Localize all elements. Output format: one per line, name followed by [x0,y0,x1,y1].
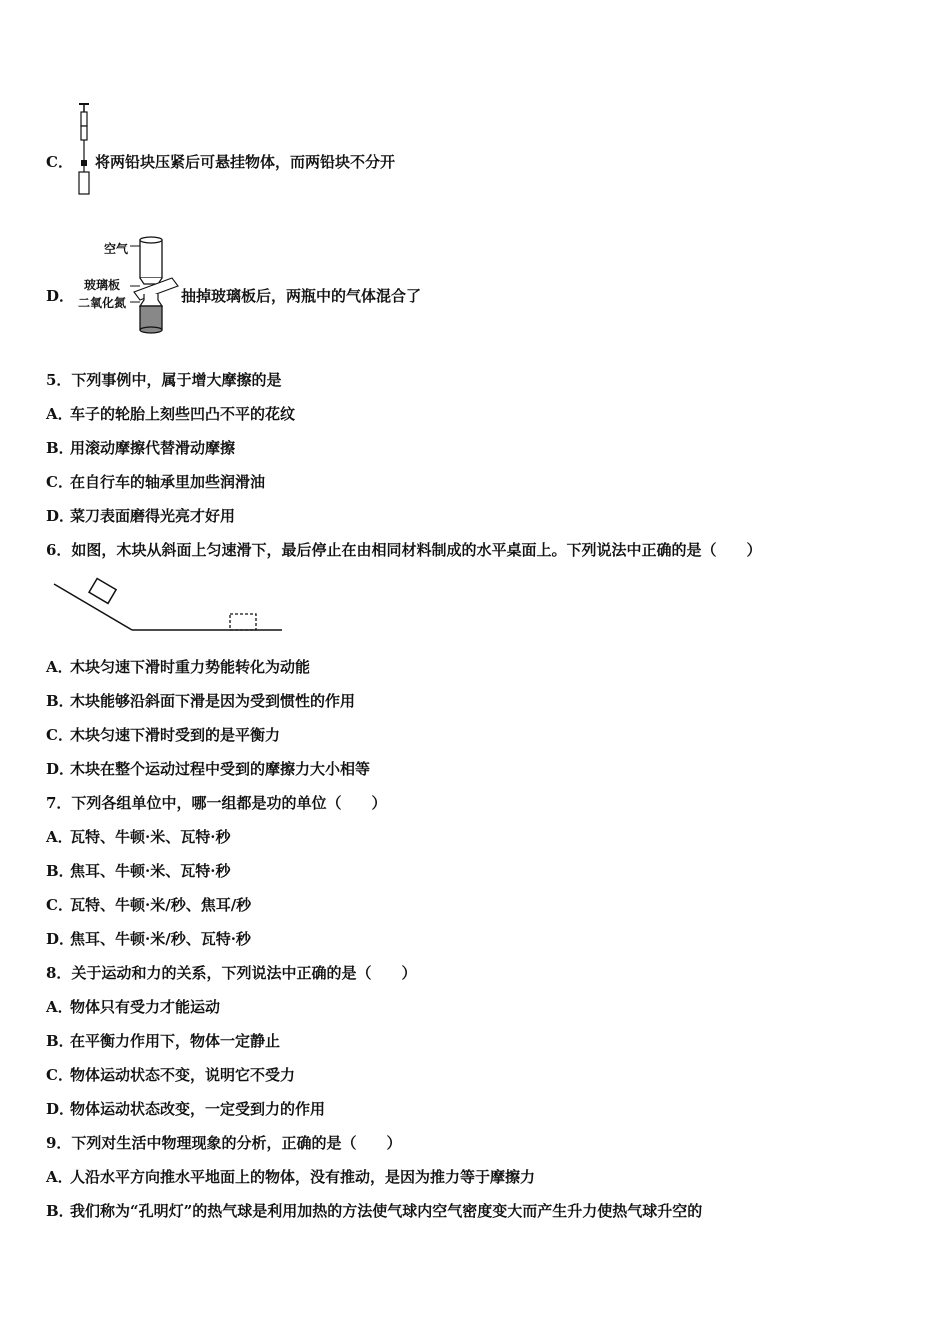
option-text: 人沿水平方向推水平地面上的物体，没有推动，是因为推力等于摩擦力 [70,1168,536,1186]
q7-option-d [46,929,251,949]
option-letter: C． [46,153,73,171]
option-letter: B． [46,1032,74,1050]
q7-option-c [46,895,251,915]
option-letter: D． [46,507,75,525]
option-text: 物体只有受力才能运动 [70,998,221,1016]
q6-option-c [46,725,280,745]
q8-option-d [46,1099,325,1119]
option-letter: D． [46,1100,75,1118]
q9-option-a [46,1167,535,1187]
option-text: 瓦特、牛顿·米、瓦特·秒 [70,828,231,846]
option-letter: B． [46,692,74,710]
q6-stem: 6．如图，木块从斜面上匀速滑下，最后停止在由相同材料制成的水平桌面上。下列说法中正确的是（ ） [46,541,762,559]
option-text: 我们称为“孔明灯”的热气球是利用加热的方法使气球内空气密度变大而产生升力使热气球升空的 [70,1202,703,1220]
option-letter: C． [46,473,73,491]
q9-option-b [46,1201,702,1221]
option-letter: C． [46,896,73,914]
q6-option-d [46,759,370,779]
q8-stem: 8．关于运动和力的关系，下列说法中正确的是（ ） [46,964,417,982]
q5-option-d [46,506,235,526]
option-letter: D． [46,287,75,305]
nitrogen-dioxide-label: 二氧化氮 [78,296,127,310]
option-text: 车子的轮胎上刻些凹凸不平的花纹 [70,405,296,423]
option-letter: A． [46,828,73,846]
option-letter: B． [46,1202,74,1220]
option-text: 焦耳、牛顿·米/秒、瓦特·秒 [70,930,251,948]
option-letter: A． [46,1168,73,1186]
option-text: 木块匀速下滑时重力势能转化为动能 [70,658,311,676]
option-text: 物体运动状态改变，一定受到力的作用 [70,1100,326,1118]
lead-blocks-figure [74,100,96,198]
option-letter: C． [46,1066,73,1084]
q4-option-c [46,152,73,172]
option-text: 瓦特、牛顿·米/秒、焦耳/秒 [70,896,252,914]
option-letter: B． [46,439,74,457]
option-text: 焦耳、牛顿·米、瓦特·秒 [70,862,231,880]
q6-option-b [46,691,355,711]
q5-option-b [46,438,235,458]
option-letter: D． [46,930,75,948]
option-text: 木块在整个运动过程中受到的摩擦力大小相等 [70,760,371,778]
q5-option-a [46,404,295,424]
q7-option-a [46,827,230,847]
q4-option-d [46,286,75,306]
option-letter: A． [46,998,73,1016]
option-text: 物体运动状态不变，说明它不受力 [70,1066,296,1084]
option-text: 在自行车的轴承里加些润滑油 [70,473,266,491]
q5-option-c [46,472,265,492]
option-text: 用滚动摩擦代替滑动摩擦 [70,439,236,457]
option-text: 在平衡力作用下，物体一定静止 [70,1032,281,1050]
q4-option-d-text: 抽掉玻璃板后，两瓶中的气体混合了 [181,287,422,305]
q5-stem: 5．下列事例中，属于增大摩擦的是 [46,371,282,389]
option-letter: D． [46,760,75,778]
option-letter: C． [46,726,73,744]
air-label: 空气 [104,242,129,256]
option-text: 木块能够沿斜面下滑是因为受到惯性的作用 [70,692,356,710]
q6-option-a [46,657,310,677]
option-letter: B． [46,862,74,880]
q8-option-c [46,1065,295,1085]
q7-option-b [46,861,230,881]
gas-diffusion-figure [128,234,180,336]
option-text: 菜刀表面磨得光亮才好用 [70,507,236,525]
q7-stem: 7．下列各组单位中，哪一组都是功的单位（ ） [46,794,387,812]
option-letter: A． [46,658,73,676]
glass-plate-label: 玻璃板 [84,278,121,292]
option-text: 木块匀速下滑时受到的是平衡力 [70,726,281,744]
q4-option-c-text: 将两铅块压紧后可悬挂物体，而两铅块不分开 [95,153,396,171]
option-letter: A． [46,405,73,423]
incline-block-figure [50,576,286,636]
q8-option-a [46,997,220,1017]
q9-stem: 9．下列对生活中物理现象的分析，正确的是（ ） [46,1134,402,1152]
q8-option-b [46,1031,280,1051]
